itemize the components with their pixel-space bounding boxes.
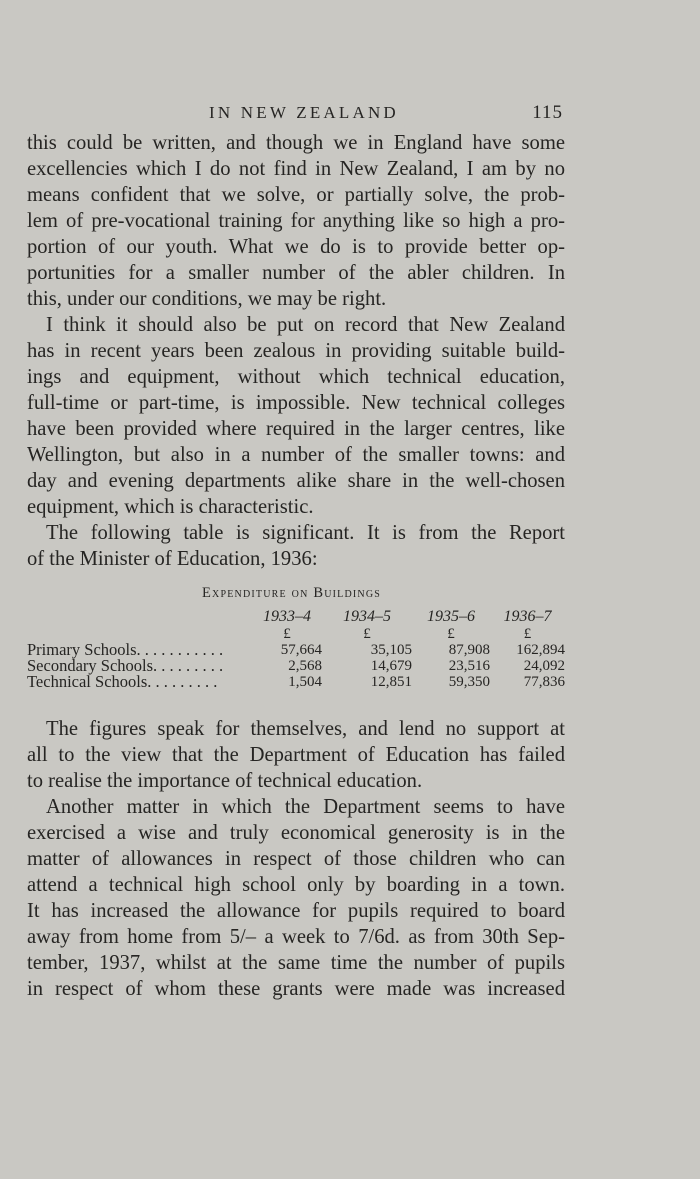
table-cell: 12,851 <box>370 674 412 690</box>
table-corner <box>27 609 252 626</box>
row-label: Technical Schools. . . . . . . . . <box>27 672 218 691</box>
text-line: day and evening departments alike share in the well-chosen <box>27 470 565 492</box>
paragraph-2 <box>27 312 565 520</box>
row-label: Primary Schools. . . . . . . . . . . <box>27 640 224 659</box>
running-head <box>27 100 565 130</box>
paragraph-5 <box>27 794 565 1002</box>
column-header-year: 1935–6 <box>427 608 475 625</box>
table-title: Expenditure on Buildings <box>202 585 382 601</box>
column-header-year: 1933–4 <box>263 608 311 625</box>
text-line: means confident that we solve, or partially solve, the prob- <box>27 184 565 206</box>
table-cell: 87,908 <box>448 642 490 658</box>
book-page <box>27 100 565 1002</box>
text-line: has in recent years been zealous in providing suitable build- <box>27 340 565 362</box>
text-line: this, under our conditions, we may be right. <box>27 288 387 310</box>
text-line: attend a technical high school only by boarding in a town. <box>27 874 565 896</box>
text-line: of the Minister of Education, 1936: <box>27 548 318 570</box>
table-cell: 1,504 <box>288 674 322 690</box>
text-line: have been provided where required in the larger centres, like <box>27 418 565 440</box>
text-line: The following table is significant. It is from the Report <box>46 522 565 544</box>
text-line: Wellington, but also in a number of the smaller towns: and <box>27 444 565 466</box>
paragraph-4 <box>27 716 565 794</box>
text-line: to realise the importance of technical education. <box>27 770 423 792</box>
text-line: full-time or part-time, is impossible. New technical colleges <box>27 392 565 414</box>
table-cell: 57,664 <box>280 642 322 658</box>
text-line: lem of pre-vocational training for anything like so high a pro- <box>27 210 565 232</box>
text-line: portunities for a smaller number of the abler children. In <box>27 262 565 284</box>
page-number: 115 <box>532 102 563 123</box>
text-line: away from home from 5/– a week to 7/6d. as from 30th Sep- <box>27 926 565 948</box>
text-line: tember, 1937, whilst at the same time the number of pupils <box>27 952 565 974</box>
paragraph-1 <box>27 130 565 312</box>
table-cell: 77,836 <box>523 674 565 690</box>
text-line: ings and equipment, without which technical education, <box>27 366 565 388</box>
unit-symbol: £ <box>523 626 532 642</box>
table-header-row <box>27 609 565 626</box>
table-cell: 162,894 <box>516 642 565 658</box>
table-cell: 23,516 <box>448 658 490 674</box>
expenditure-table <box>27 609 565 690</box>
table-cell: 2,568 <box>288 658 322 674</box>
unit-symbol: £ <box>363 626 371 642</box>
column-header-year: 1936–7 <box>503 608 552 625</box>
text-line: this could be written, and though we in England have some <box>27 132 565 154</box>
text-line: The figures speak for themselves, and lend no support at <box>46 718 565 740</box>
table-cell: 59,350 <box>448 674 490 690</box>
text-line: It has increased the allowance for pupils required to board <box>27 900 565 922</box>
unit-symbol: £ <box>283 626 291 642</box>
unit-symbol: £ <box>447 626 455 642</box>
column-header-year: 1934–5 <box>343 608 391 625</box>
text-line: Another matter in which the Department seems to have <box>46 796 565 818</box>
table-cell: 24,092 <box>523 658 565 674</box>
text-line: in respect of whom these grants were made was increased <box>27 978 565 1000</box>
text-line: exercised a wise and truly economical generosity is in the <box>27 822 565 844</box>
text-line: excellencies which I do not find in New Zealand, I am by no <box>27 158 565 180</box>
running-head-title: IN NEW ZEALAND <box>209 103 399 122</box>
table-row <box>27 674 565 690</box>
table-cell: 35,105 <box>370 642 412 658</box>
row-label: Secondary Schools. . . . . . . . . <box>27 656 224 675</box>
paragraph-3 <box>27 520 565 572</box>
text-line: matter of allowances in respect of those children who can <box>27 848 565 870</box>
text-line: all to the view that the Department of Education has failed <box>27 744 565 766</box>
table-cell: 14,679 <box>370 658 412 674</box>
text-line: portion of our youth. What we do is to provide better op- <box>27 236 565 258</box>
text-line: I think it should also be put on record that New Zealand <box>46 314 565 336</box>
text-line: equipment, which is characteristic. <box>27 496 314 518</box>
